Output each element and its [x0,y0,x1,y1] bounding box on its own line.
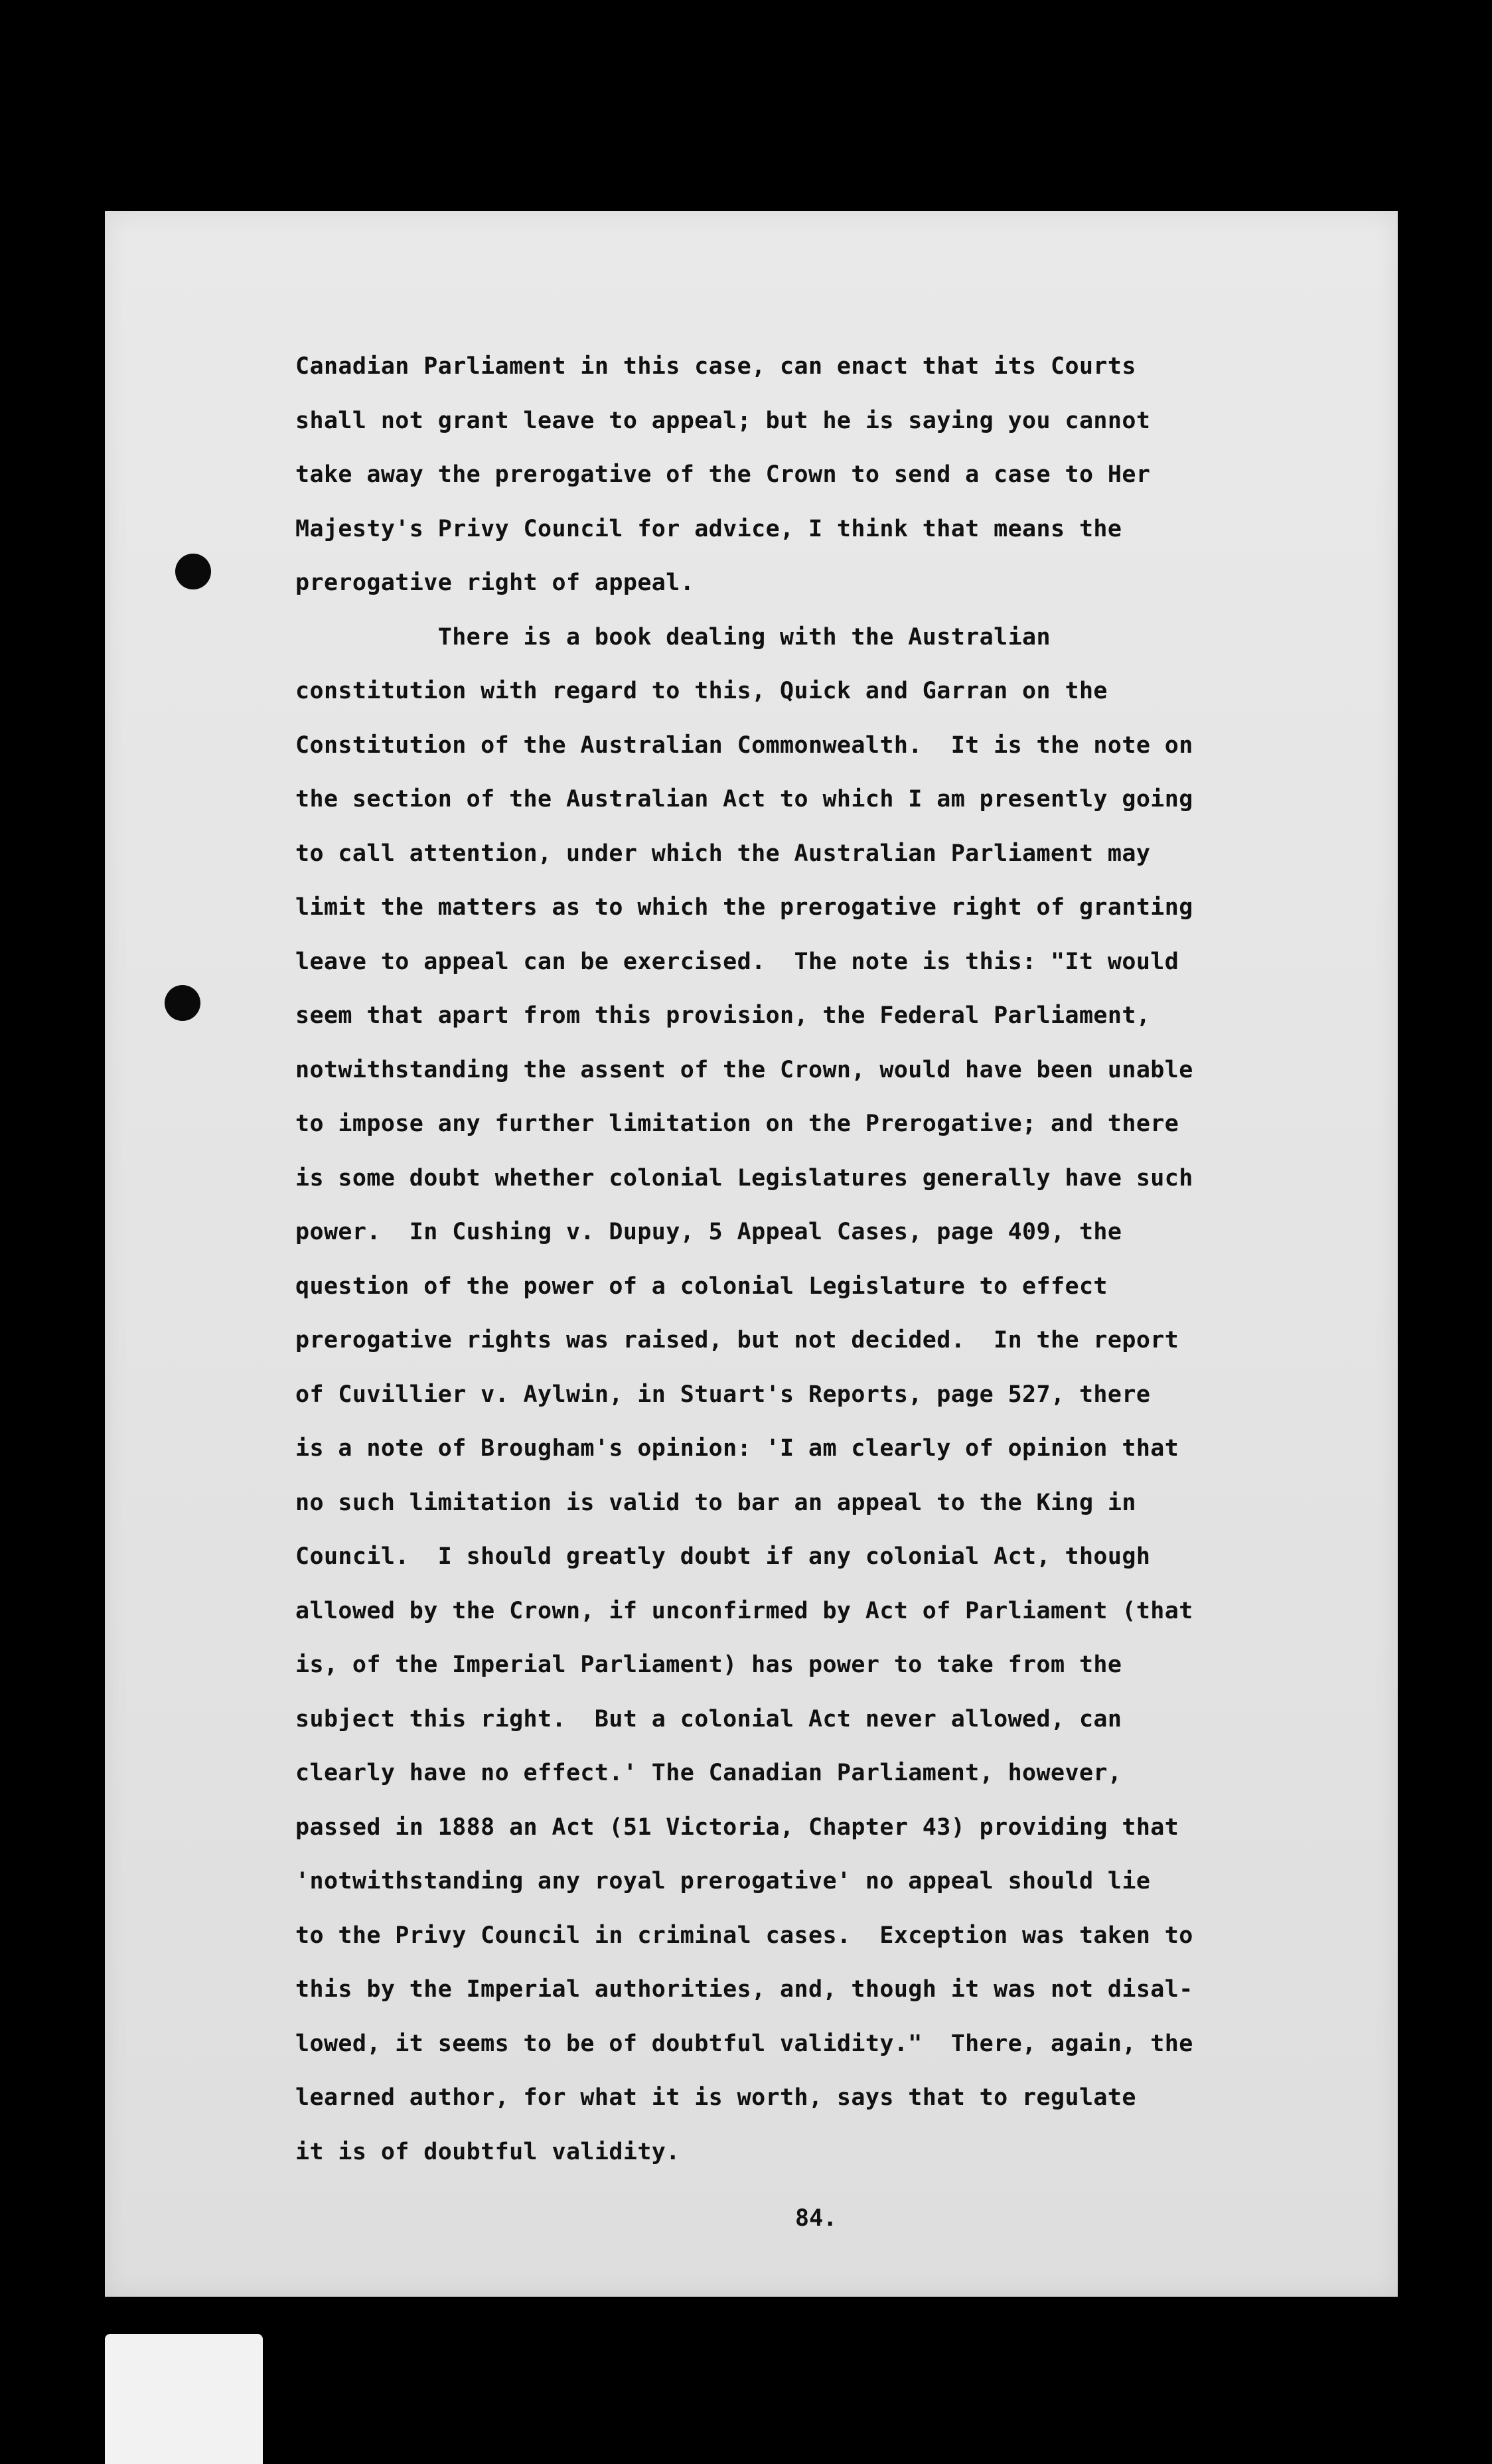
text-line: Canadian Parliament in this case, can enact that its Courts [295,353,1136,380]
text-line: constitution with regard to this, Quick and Garran on the [295,678,1108,704]
text-line: is a note of Brougham's opinion: 'I am clearly of opinion that [295,1435,1179,1462]
text-line: to call attention, under which the Australian Parliament may [295,840,1151,867]
text-line: Majesty's Privy Council for advice, I think that means the [295,515,1122,542]
text-line: subject this right. But a colonial Act never allowed, can [295,1705,1122,1733]
text-line: leave to appeal can be exercised. The note is this: "It would [295,948,1179,975]
text-line: notwithstanding the assent of the Crown, would have been unable [295,1056,1193,1083]
film-label-card [105,2334,263,2464]
text-line: prerogative right of appeal. [295,570,695,596]
text-line: to the Privy Council in criminal cases. Exception was taken to [295,1922,1193,1949]
text-line: limit the matters as to which the prerogative right of granting [295,894,1193,921]
text-line: take away the prerogative of the Crown to send a case to Her [295,461,1151,488]
text-line: allowed by the Crown, if unconfirmed by Act of Parliament (that [295,1597,1193,1624]
text-line: this by the Imperial authorities, and, though it was not disal- [295,1976,1193,2003]
text-line: clearly have no effect.' The Canadian Parliament, however, [295,1760,1122,1786]
text-line: learned author, for what it is worth, says that to regulate [295,2084,1136,2111]
text-line: lowed, it seems to be of doubtful validity." There, again, the [295,2030,1193,2057]
text-line: Council. I should greatly doubt if any colonial Act, though [295,1543,1151,1570]
text-line: seem that apart from this provision, the Federal Parliament, [295,1002,1151,1029]
text-line: it is of doubtful validity. [295,2138,680,2165]
text-line: 'notwithstanding any royal prerogative' no appeal should lie [295,1868,1151,1894]
text-line: is some doubt whether colonial Legislatures generally have such [295,1164,1193,1192]
text-line: is, of the Imperial Parliament) has power to take from the [295,1652,1122,1678]
text-line: of Cuvillier v. Aylwin, in Stuart's Reports, page 527, there [295,1381,1151,1408]
text-line: power. In Cushing v. Dupuy, 5 Appeal Cases, page 409, the [295,1219,1122,1245]
text-line: passed in 1888 an Act (51 Victoria, Chapter 43) providing that [295,1813,1179,1841]
punch-hole [165,985,200,1021]
text-line: the section of the Australian Act to which I am presently going [295,786,1193,812]
typed-text-body [295,340,1331,2179]
text-line: no such limitation is valid to bar an appeal to the King in [295,1489,1136,1516]
text-line: prerogative rights was raised, but not decided. In the report [295,1327,1179,1353]
text-line: shall not grant leave to appeal; but he is saying you cannot [295,407,1151,434]
punch-hole [175,554,211,589]
text-line: There is a book dealing with the Australian [295,623,1051,651]
text-line: question of the power of a colonial Legislature to effect [295,1272,1108,1300]
text-line: to impose any further limitation on the Prerogative; and there [295,1111,1179,1137]
text-line: Constitution of the Australian Commonwealth. It is the note on [295,732,1193,759]
page-number: 84. [795,2205,838,2232]
